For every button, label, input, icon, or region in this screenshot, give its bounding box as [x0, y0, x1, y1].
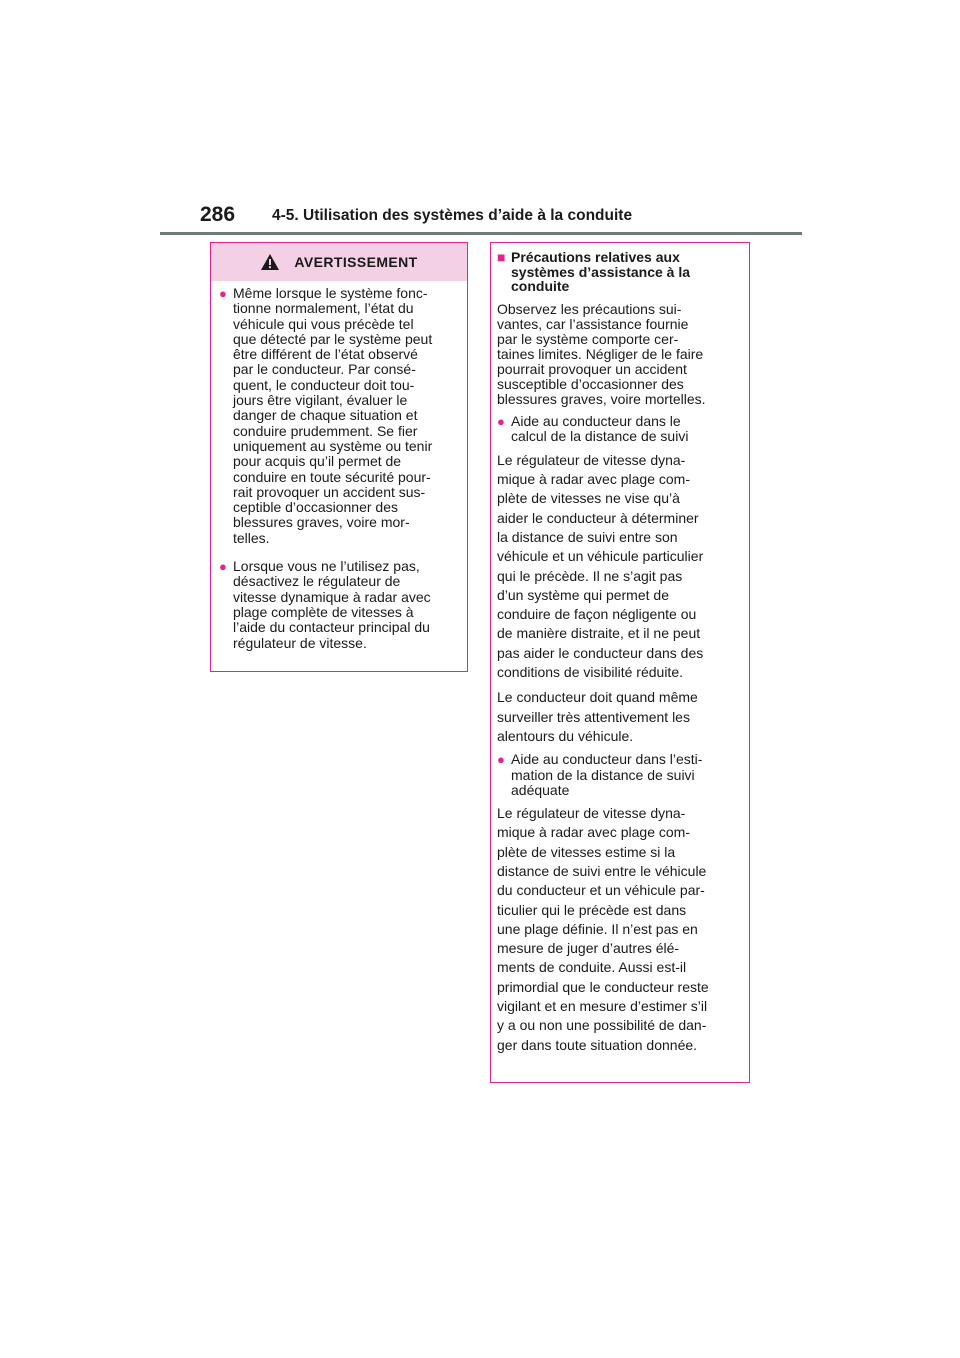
warning-item-text: Lorsque vous ne l’utilisez pas, désactivez le régulateur de vitesse dynamique à radar avec plage complète de vitesses à l’aide du contacteur principal du régulateur de vitesse. [233, 558, 431, 651]
precaution-bullet [497, 414, 743, 445]
precautions-intro: Observez les précautions sui- vantes, car l’assistance fournie par le système comporte cer- taines limites. Négliger de le faire pourrait provoquer un accident susceptible d’occasionner des blessures graves, voire mortelles. [497, 300, 706, 408]
bullet-dot-icon: ● [219, 286, 227, 301]
bullet-dot-icon: ● [497, 414, 505, 430]
warning-header [211, 243, 467, 281]
warning-item-text: Même lorsque le système fonc- tionne normalement, l’état du véhicule qui vous précède tel que détecté par le système peut être différent de l’état observé par le conducteur. Par consé- quent, le conducteur doit tou- jours être vigilant, évaluer le danger de chaque situation et conduire prudemment. Se fier uniquement au système ou tenir pour acquis qu’il permet de conduire en toute sécurité pour- rait provoquer un accident sus- ceptible d’occasionner des blessures graves, voire mor- telles. [233, 285, 433, 546]
precaution-paragraph: Le régulateur de vitesse dyna- mique à radar avec plage com- plète de vitesses estime si la distance de suivi entre le véhicule du conducteur et un véhicule par- ticulier qui le précède est dans une plage définie. Il n’est pas en mesure de juger d’autres élé- ments de conduite. Aussi est-il primordial que le conducteur reste vigilant et en mesure d’estimer s’il y a ou non une possibilité de dan- ger dans toute situation donnée. [497, 805, 709, 1053]
precaution-paragraph: Le régulateur de vitesse dyna- mique à radar avec plage com- plète de vitesses ne vise qu’à aider le conducteur à déterminer la distance de suivi entre son véhicule et un véhicule particulier qui le précède. Il ne s’agit pas d’un système qui permet de conduire de façon négligente ou de manière distraite, et il ne peut pas aider le conducteur dans des conditions de visibilité réduite. [497, 451, 704, 681]
warning-body [211, 281, 467, 651]
precaution-bullet-text: Aide au conducteur dans l’esti- mation de la distance de suivi adéquate [511, 751, 703, 798]
precautions-heading-text: Précautions relatives aux systèmes d’assistance à la conduite [511, 249, 691, 294]
warning-box [210, 242, 468, 672]
precaution-bullet [497, 752, 743, 798]
precautions-heading [497, 250, 743, 294]
precaution-paragraph: Le conducteur doit quand même surveiller très attentivement les alentours du véhicule. [497, 689, 698, 744]
warning-item [219, 559, 459, 651]
bullet-dot-icon: ● [219, 559, 227, 575]
precaution-bullet-text: Aide au conducteur dans le calcul de la distance de suivi [511, 413, 689, 445]
square-bullet-icon: ■ [497, 249, 506, 265]
bullet-dot-icon: ● [497, 752, 505, 768]
warning-title: AVERTISSEMENT [294, 254, 418, 270]
page-number: 286 [200, 203, 236, 226]
section-title: 4-5. Utilisation des systèmes d’aide à la conduite [272, 207, 633, 224]
warning-item [219, 286, 459, 546]
header-rule [160, 232, 802, 235]
precautions-box [490, 242, 750, 1083]
page-header [200, 203, 800, 233]
warning-triangle-icon [260, 253, 280, 271]
